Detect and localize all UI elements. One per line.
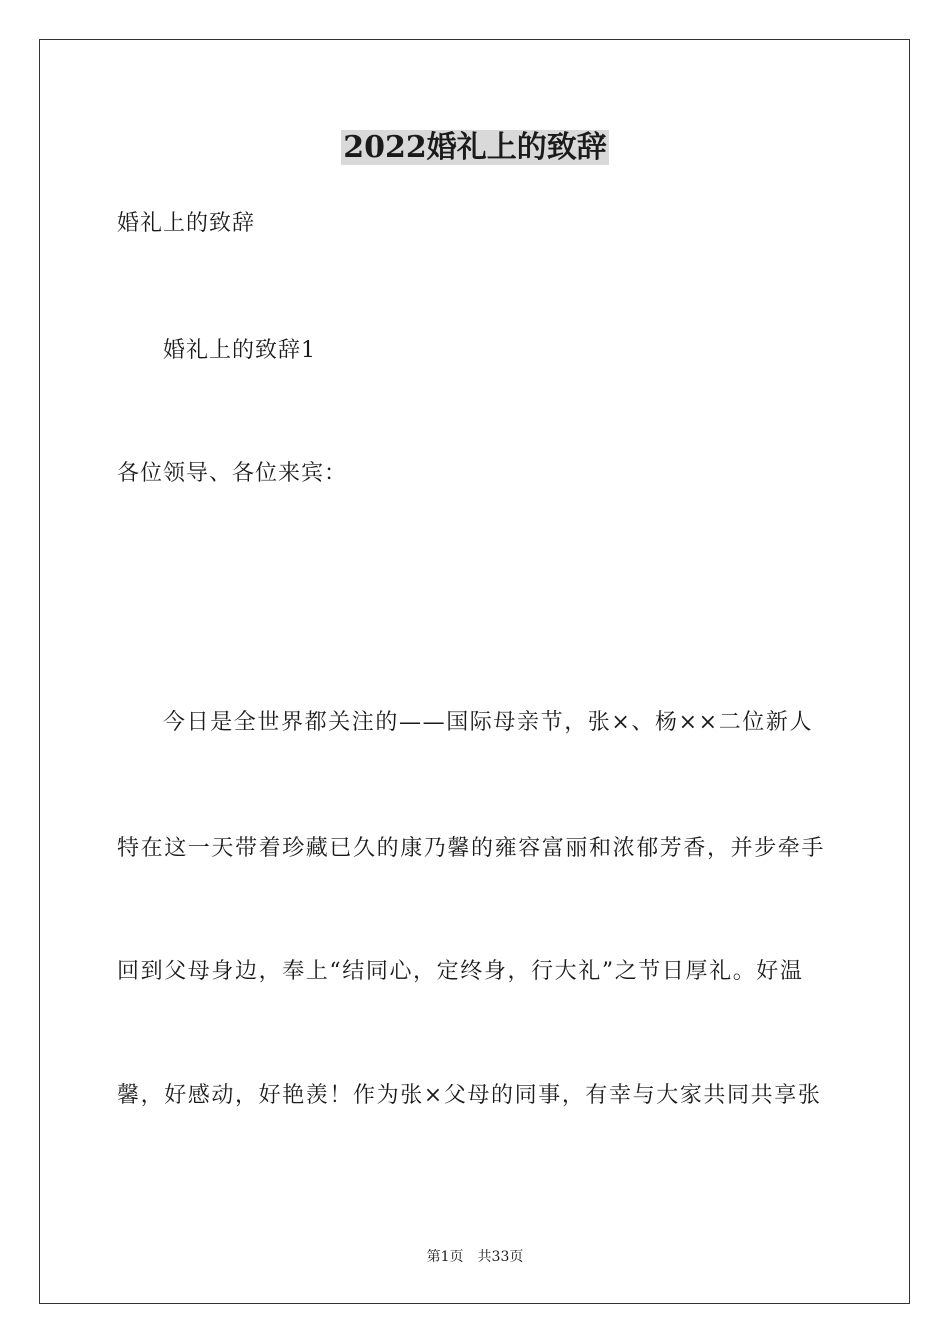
document-title-text: 2022婚礼上的致辞 <box>343 130 607 165</box>
document-title <box>0 126 950 170</box>
section-heading: 婚礼上的致辞1 <box>163 338 316 363</box>
paragraph-line-2: 特在这一天带着珍藏已久的康乃馨的雍容富丽和浓郁芳香，并步牵手 <box>117 836 826 861</box>
page-footer: 第1页 共33页 <box>426 1249 524 1265</box>
paragraph-line-3: 回到父母身边，奉上“结同心，定终身，行大礼”之节日厚礼。好温 <box>117 959 804 984</box>
salutation: 各位领导、各位来宾： <box>117 461 348 486</box>
document-heading: 婚礼上的致辞 <box>117 211 256 236</box>
paragraph-line-1: 今日是全世界都关注的——国际母亲节，张×、杨××二位新人 <box>163 710 814 735</box>
paragraph-line-4: 馨，好感动，好艳羡！作为张×父母的同事，有幸与大家共同共享张 <box>117 1083 822 1108</box>
